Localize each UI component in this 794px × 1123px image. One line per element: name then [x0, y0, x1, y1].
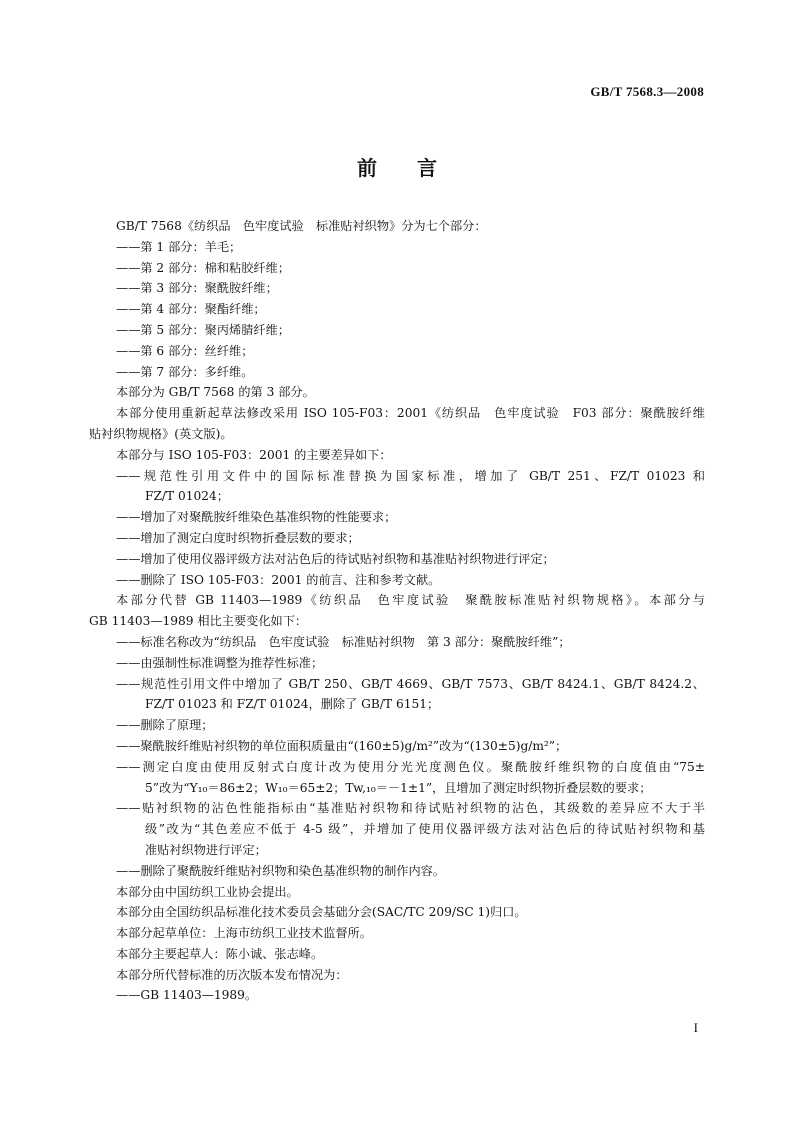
list-item: ——第 2 部分：棉和粘胶纤维； — [116, 260, 290, 275]
document-body — [89, 216, 705, 1006]
list-item: ——第 4 部分：聚酯纤维； — [116, 302, 266, 317]
list-item: ——删除了 ISO 105-F03：2001 的前言、注和参考文献。 — [116, 572, 441, 587]
list-item: ——删除了原理； — [116, 718, 214, 733]
list-item: ——规范性引用文件中的国际标准替换为国家标准，增加了 GB/T 251、FZ/T 01023 和 — [116, 468, 705, 483]
list-item-continuation: FZ/T 01024； — [145, 489, 229, 504]
list-item-continuation: 5”改为“Y₁₀＝86±2；W₁₀＝65±2；Tw,₁₀＝－1±1”，且增加了测定时织物折叠层数的要求； — [145, 780, 652, 795]
list-item: ——测定白度由使用反射式白度计改为使用分光光度测色仪。聚酰胺纤维织物的白度值由“75± — [116, 759, 705, 774]
paragraph: 本部分起草单位：上海市纺织工业技术监督所。 — [116, 926, 372, 941]
paragraph-continuation: 贴衬织物规格》(英文版)。 — [89, 426, 233, 441]
list-item: ——规范性引用文件中增加了 GB/T 250、GB/T 4669、GB/T 7573、GB/T 8424.1、GB/T 8424.2、 — [116, 676, 705, 691]
paragraph: GB/T 7568《纺织品 色牢度试验 标准贴衬织物》分为七个部分： — [116, 219, 487, 233]
paragraph: 本部分为 GB/T 7568 的第 3 部分。 — [116, 385, 315, 400]
list-item: ——删除了聚酰胺纤维贴衬织物和染色基准织物的制作内容。 — [116, 863, 446, 878]
paragraph: 本部分与 ISO 105-F03：2001 的主要差异如下： — [116, 447, 392, 462]
list-item: ——聚酰胺纤维贴衬织物的单位面积质量由“(160±5)g/m²”改为“(130±5)g/m²”； — [116, 738, 568, 753]
paragraph: 本部分由中国纺织工业协会提出。 — [116, 884, 299, 899]
list-item: ——GB 11403—1989。 — [116, 988, 258, 1003]
list-item-continuation: 准贴衬织物进行评定； — [145, 842, 267, 857]
list-item: ——增加了测定白度时织物折叠层数的要求； — [116, 530, 360, 545]
list-item: ——由强制性标准调整为推荐性标准； — [116, 655, 324, 670]
list-item: ——第 7 部分：多纤维。 — [116, 364, 254, 379]
list-item: ——第 1 部分：羊毛； — [116, 239, 242, 254]
paragraph: 本部分主要起草人：陈小诚、张志峰。 — [116, 946, 324, 961]
standard-code: GB/T 7568.3—2008 — [590, 84, 704, 99]
list-item: ——标准名称改为“纺织品 色牢度试验 标准贴衬织物 第 3 部分：聚酰胺纤维”； — [116, 634, 571, 649]
list-item: ——第 3 部分：聚酰胺纤维； — [116, 281, 278, 296]
paragraph-continuation: GB 11403—1989 相比主要变化如下： — [89, 614, 308, 629]
list-item: ——增加了使用仪器评级方法对沾色后的待试贴衬织物和基准贴衬织物进行评定； — [116, 551, 555, 566]
list-item: ——增加了对聚酰胺纤维染色基准织物的性能要求； — [116, 510, 397, 525]
page-title: 前言 — [357, 156, 477, 180]
paragraph: 本部分使用重新起草法修改采用 ISO 105-F03：2001《纺织品 色牢度试验 F03 部分：聚酰胺纤维 — [116, 406, 705, 421]
paragraph: 本部分由全国纺织品标准化技术委员会基础分会(SAC/TC 209/SC 1)归口。 — [116, 905, 527, 920]
list-item: ——贴衬织物的沾色性能指标由“基准贴衬织物和待试贴衬织物的沾色，其级数的差异应不大于半 — [116, 801, 705, 816]
list-item-continuation: FZ/T 01023 和 FZ/T 01024，删除了 GB/T 6151； — [145, 697, 440, 712]
list-item: ——第 6 部分：丝纤维； — [116, 343, 254, 358]
paragraph: 本部分代替 GB 11403—1989《纺织品 色牢度试验 聚酰胺标准贴衬织物规格》。本部分与 — [116, 593, 705, 608]
list-item-continuation: 级”改为“其色差应不低于 4-5 级”，并增加了使用仪器评级方法对沾色后的待试贴衬织物和基 — [145, 822, 705, 837]
page-number: I — [693, 1020, 698, 1035]
paragraph: 本部分所代替标准的历次版本发布情况为： — [116, 967, 348, 982]
list-item: ——第 5 部分：聚丙烯腈纤维； — [116, 322, 290, 337]
